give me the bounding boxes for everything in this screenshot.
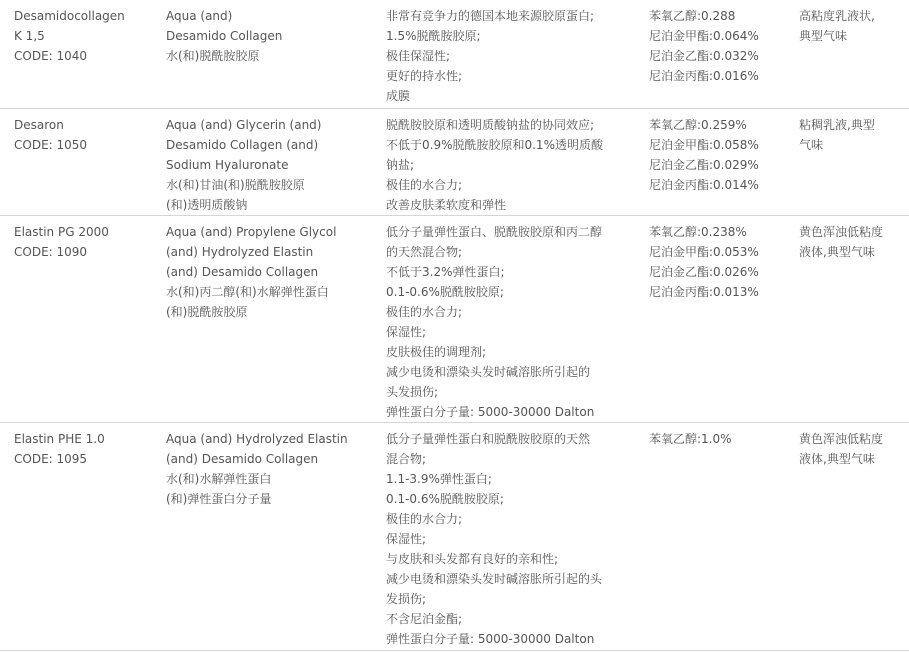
product-name-cell: Desaron CODE: 1050: [14, 118, 88, 152]
appearance-cell: 粘稠乳液,典型 气味: [799, 118, 875, 152]
appearance-cell: 高粘度乳液状, 典型气味: [799, 9, 875, 43]
inci-cell: Aqua (and) Hydrolyzed Elastin (and) Desamido Collagen 水(和)水解弹性蛋白 (和)弹性蛋白分子量: [166, 432, 348, 506]
inci-cell: Aqua (and) Glycerin (and) Desamido Collagen (and) Sodium Hyaluronate 水(和)甘油(和)脱酰胺胶原 (和)透明质酸钠: [166, 118, 322, 212]
product-name-cell: Elastin PG 2000 CODE: 1090: [14, 225, 109, 259]
table-row: [0, 109, 909, 216]
description-cell: 低分子量弹性蛋白和脱酰胺胶原的天然 混合物; 1.1-3.9%弹性蛋白; 0.1-0.6%脱酰胺胶原; 极佳的水合力; 保湿性; 与皮肤和头发都有良好的亲和性; 减少电烫和漂染头发时碱溶胀所引起的头 发损伤; 不含尼泊金酯; 弹性蛋白分子量: 5000-30000 Dalton: [386, 432, 603, 646]
product-name-cell: Elastin PHE 1.0 CODE: 1095: [14, 432, 105, 466]
inci-cell: Aqua (and) Propylene Glycol (and) Hydrolyzed Elastin (and) Desamido Collagen 水(和)丙二醇(和)水解弹性蛋白 (和)脱酰胺胶原: [166, 225, 337, 319]
appearance-cell: 黄色浑浊低粘度 液体,典型气味: [799, 432, 884, 466]
description-cell: 非常有竞争力的德国本地来源胶原蛋白; 1.5%脱酰胺胶原; 极佳保湿性; 更好的持水性; 成膜: [386, 9, 595, 103]
table-row: [0, 423, 909, 651]
appearance-cell: 黄色浑浊低粘度 液体,典型气味: [799, 225, 884, 259]
inci-cell: Aqua (and) Desamido Collagen 水(和)脱酰胺胶原: [166, 9, 283, 63]
product-name-cell: Desamidocollagen K 1,5 CODE: 1040: [14, 9, 125, 63]
table-row: [0, 0, 909, 109]
description-cell: 低分子量弹性蛋白、脱酰胺胶原和丙二醇 的天然混合物; 不低于3.2%弹性蛋白; 0.1-0.6%脱酰胺胶原; 极佳的水合力; 保湿性; 皮肤极佳的调理剂; 减少电烫和漂染头发时碱溶胀所引起的 头发损伤; 弹性蛋白分子量: 5000-30000 Dalton: [386, 225, 603, 419]
table-row: [0, 216, 909, 423]
description-cell: 脱酰胺胶原和透明质酸钠盐的协同效应; 不低于0.9%脱酰胺胶原和0.1%透明质酸 钠盐; 极佳的水合力; 改善皮肤柔软度和弹性: [386, 118, 603, 212]
preservatives-cell: 苯氧乙醇:0.259% 尼泊金甲酯:0.058% 尼泊金乙酯:0.029% 尼泊金丙酯:0.014%: [649, 118, 759, 192]
preservatives-cell: 苯氧乙醇:0.238% 尼泊金甲酯:0.053% 尼泊金乙酯:0.026% 尼泊金丙酯:0.013%: [649, 225, 759, 299]
preservatives-cell: 苯氧乙醇:1.0%: [649, 432, 732, 446]
preservatives-cell: 苯氧乙醇:0.288 尼泊金甲酯:0.064% 尼泊金乙酯:0.032% 尼泊金丙酯:0.016%: [649, 9, 759, 83]
